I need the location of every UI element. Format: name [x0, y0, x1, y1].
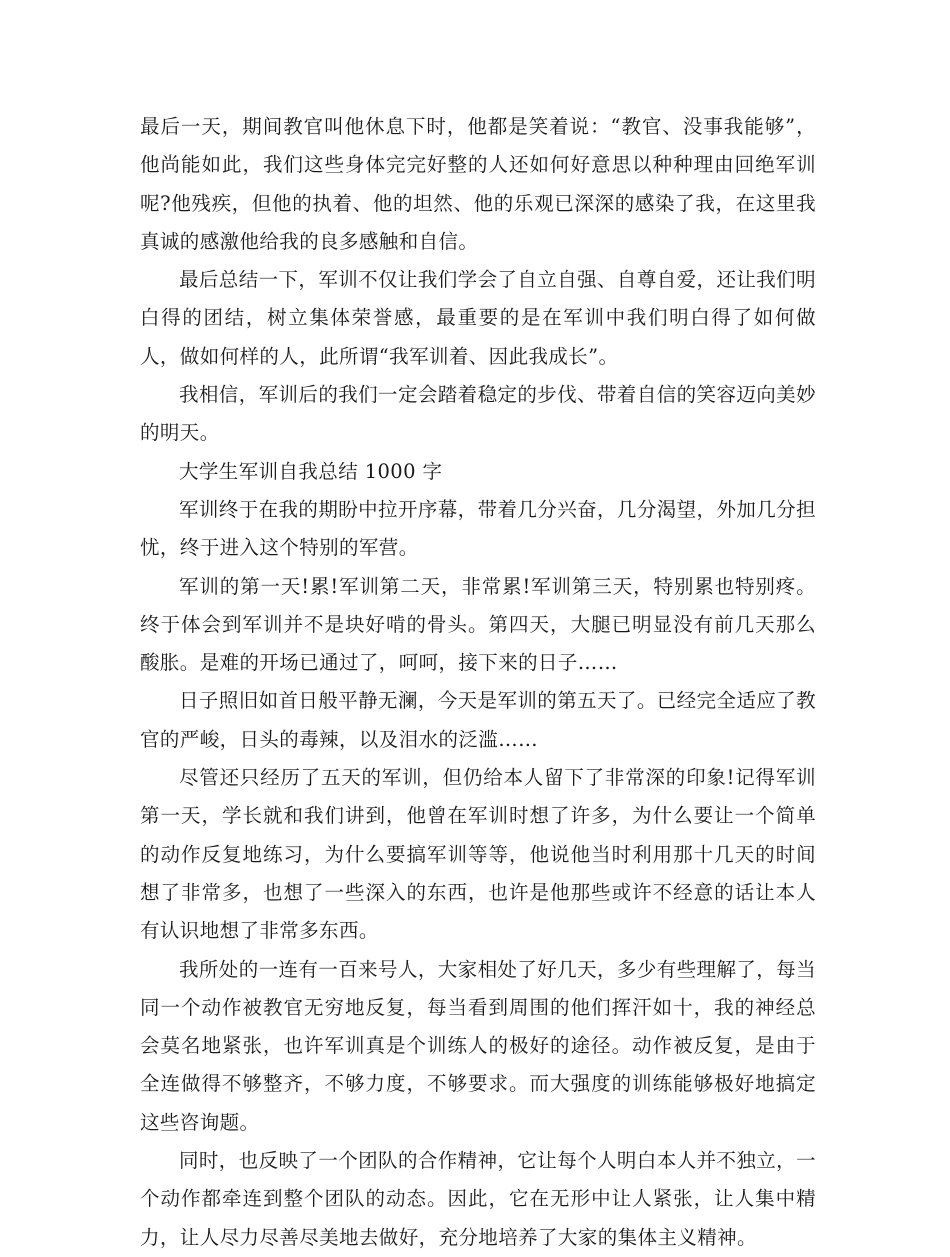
paragraph: 我所处的一连有一百来号人，大家相处了好几天，多少有些理解了，每当同一个动作被教官无穷地反复，每当看到周围的他们挥汗如十，我的神经总会莫名地紧张，也许军训真是个训练人的极好的途径。动作被反复，是由于全连做得不够整齐，不够力度，不够要求。而大强度的训练能够极好地搞定这些咨询题。 — [140, 957, 816, 1134]
paragraph: 我相信，军训后的我们一定会踏着稳定的步伐、带着自信的笑容迈向美妙的明天。 — [140, 383, 816, 445]
paragraph: 同时，也反映了一个团队的合作精神，它让每个人明白本人并不独立，一个动作都牵连到整个团队的动态。因此，它在无形中让人紧张，让人集中精力，让人尽力尽善尽美地去做好，充分地培养了大家的集体主义精神。 — [140, 1149, 816, 1249]
paragraph: 最后总结一下，军训不仅让我们学会了自立自强、自尊自爱，还让我们明白得的团结，树立集体荣誉感，最重要的是在军训中我们明白得了如何做人，做如何样的人，此所谓“我军训着、因此我成长”。 — [140, 268, 816, 368]
paragraph: 军训的第一天!累!军训第二天，非常累!军训第三天，特别累也特别疼。终于体会到军训并不是块好啃的骨头。第四天，大腿已明显没有前几天那么酸胀。是难的开场已通过了，呵呵，接下来的日子…… — [140, 574, 816, 675]
paragraph: 军训终于在我的期盼中拉开序幕，带着几分兴奋，几分渴望，外加几分担忧，终于进入这个特别的军营。 — [140, 497, 816, 560]
paragraph: 日子照旧如首日般平静无澜，今天是军训的第五天了。已经完全适应了教官的严峻，日头的毒辣，以及泪水的泛滥…… — [140, 689, 816, 751]
paragraph: 最后一天，期间教官叫他休息下时，他都是笑着说：“教官、没事我能够”，他尚能如此，我们这些身体完完好整的人还如何好意思以种种理由回绝军训呢?他残疾，但他的执着、他的坦然、他的乐观已深深的感染了我，在这里我真诚的感激他给我的良多感触和自信。 — [140, 115, 816, 253]
section-heading: 大学生军训自我总结 1000 字 — [179, 459, 443, 483]
paragraph: 尽管还只经历了五天的军训，但仍给本人留下了非常深的印象!记得军训第一天，学长就和我们讲到，他曾在军训时想了许多，为什么要让一个简单的动作反复地练习，为什么要搞军训等等，他说他当时利用那十几天的时间想了非常多，也想了一些深入的东西，也许是他那些或许不经意的话让本人有认识地想了非常多东西。 — [140, 766, 816, 943]
document-body — [140, 108, 816, 1257]
